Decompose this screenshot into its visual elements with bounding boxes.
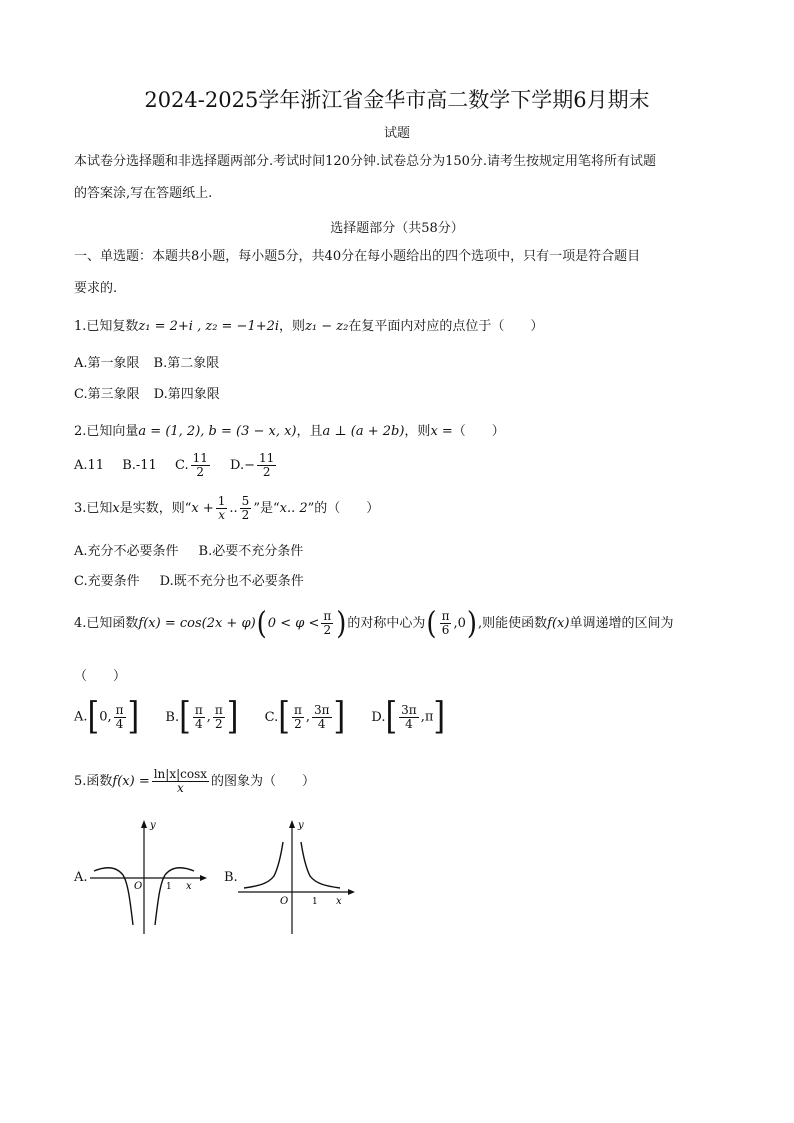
q4-option-d-label: D. (371, 709, 386, 725)
q4-option-d-bracket-close: ] (433, 694, 446, 739)
q5-graph-a (88, 820, 208, 938)
q3-text-c: ”是“ (253, 501, 280, 516)
q4-text-d: 单调递增的区间为 (569, 616, 674, 631)
graph-a-curve-right (155, 868, 194, 925)
q4-paren-open: ( (256, 605, 267, 642)
q2-math-b: a ⊥ (a + 2b) (322, 424, 405, 439)
question-2-stem (74, 420, 505, 439)
q4-option-c-bracket-close: ] (333, 694, 346, 739)
graph-b-curve-left (244, 842, 283, 888)
q2-option-a: A.11 (74, 458, 105, 473)
graph-a-y-label: y (150, 820, 156, 831)
q4-math-a: f(x) = cos(2x + φ) (138, 616, 256, 631)
q1-options-row-2 (74, 383, 248, 402)
q1-options-row-1 (74, 352, 247, 371)
q4-paren-close: ) (336, 605, 347, 642)
q4-option-b-fraction-2: $\frac{\pi}{2}$ (214, 702, 223, 731)
q4-condition-fraction: $\frac{\pi}{2}$ (323, 609, 332, 637)
q5-math: f(x) = (112, 774, 150, 789)
q4-option-c-bracket-open: [ (278, 694, 290, 739)
q2-options (74, 452, 278, 479)
q1-option-d: D.第四象限 (153, 387, 220, 402)
q5-text-a: 5.函数 (74, 774, 113, 789)
graph-b-y-label: y (298, 820, 304, 831)
q2-text-a: 2.已知向量 (74, 424, 139, 439)
q4-option-b-fraction-1: $\frac{\pi}{4}$ (194, 702, 203, 731)
q4-option-a-left: 0, (99, 709, 112, 725)
q3-fraction-1: $\frac{1}{x}$ (217, 494, 226, 522)
q3-geq: .. (229, 501, 238, 516)
graph-a-curve-left (94, 868, 133, 925)
intro-line-1: 本试卷分选择题和非选择题两部分.考试时间120分钟.试卷总分为150分.请考生按规定用笔将所有试题 (74, 154, 657, 169)
q3-math-b: x.. 2 (279, 501, 308, 516)
graph-a-x-label: x (186, 881, 192, 892)
q4-text-a: 4.已知函数 (74, 616, 139, 631)
q4-blank: （ ） (74, 669, 127, 684)
q2-option-c: C. (174, 458, 189, 473)
q3-options-row-2 (74, 570, 332, 589)
graph-a-x-arrow (200, 875, 207, 881)
q3-option-a: A.充分不必要条件 (74, 544, 179, 559)
q2-option-d-fraction: $\frac{11}{2}$ (259, 451, 275, 479)
q4-condition: 0 < φ < (267, 616, 320, 631)
graph-a-y-arrow (141, 820, 147, 828)
graph-b-x-label: x (336, 896, 342, 907)
q2-text-b: ，且 (296, 424, 323, 439)
q1-math-b: z₁ − z₂ (305, 319, 349, 334)
q2-text-d: （ ） (452, 424, 505, 439)
q4-option-b-bracket-open: [ (179, 694, 191, 739)
q2-option-c-fraction: $\frac{11}{2}$ (192, 451, 208, 479)
question-5-stem (74, 768, 315, 795)
question-1-stem (74, 315, 543, 334)
q3-options-row-1 (74, 540, 331, 559)
q3-fraction-2: $\frac{5}{2}$ (241, 494, 250, 522)
question-3-stem (74, 495, 379, 522)
q4-center-fraction: $\frac{\pi}{6}$ (441, 609, 450, 637)
q4-option-c-fraction-2: $\frac{3\pi}{4}$ (313, 702, 330, 731)
q4-option-c-label: C. (264, 709, 279, 725)
q1-option-c: C.第三象限 (74, 387, 140, 402)
q4-text-c: ,则能使函数 (478, 616, 548, 631)
intro-line-2: 的答案涂,写在答题纸上. (74, 186, 213, 201)
graph-a-origin-label: O (134, 881, 143, 892)
q1-text-c: 在复平面内对应的点位于（ ） (348, 319, 544, 334)
q3-option-c: C.充要条件 (74, 574, 140, 589)
q2-math-c: x = (430, 424, 453, 439)
graph-b-curve-right (301, 842, 340, 888)
q4-option-d-right: ,π (420, 709, 434, 725)
q5-option-b-label: B. (224, 870, 238, 885)
graph-b-one-label: 1 (312, 897, 318, 907)
q4-option-c-fraction-1: $\frac{\pi}{2}$ (293, 702, 302, 731)
q3-var: x (112, 501, 120, 516)
q4-options: A.[0, $\frac{\pi}{4}$ ] B.[ $\frac{\pi}{4}$ , $\frac{\pi}{2}$ ] C.[ $\frac{\pi}{2}$ , $\frac{3\pi}{4}$ ] D.[ $\frac{3\pi}{4}$ ,π] (74, 694, 446, 739)
graph-b-y-arrow (289, 820, 295, 828)
q5-text-b: 的图象为（ ） (211, 774, 316, 789)
q1-option-b: B.第二象限 (153, 356, 220, 371)
graph-b-x-arrow (348, 889, 355, 895)
q2-math-a: a = (1, 2), b = (3 − x, x) (138, 424, 297, 439)
q1-math-a: z₁ = 2+i , z₂ = −1+2i (138, 319, 280, 334)
q4-center-zero: ,0 (453, 616, 466, 631)
section-instructions-1: 一、单选题：本题共8小题，每小题5分，共40分在每小题给出的四个选项中，只有一项是符合题目 (74, 249, 641, 264)
graph-b-origin-label: O (280, 896, 289, 907)
q4-option-a-fraction: $\frac{\pi}{4}$ (115, 702, 124, 731)
q4-math-b: f(x) (547, 616, 570, 631)
q3-text-b: 是实数，则“ (119, 501, 192, 516)
q2-option-d: D.− (230, 458, 255, 473)
q4-option-d-fraction: $\frac{3\pi}{4}$ (401, 702, 417, 731)
q3-option-b: B.必要不充分条件 (198, 544, 304, 559)
q4-option-d-bracket-open: [ (385, 694, 398, 739)
q4-option-b-bracket-close: ] (226, 694, 239, 739)
q1-text-a: 1.已知复数 (74, 319, 139, 334)
q4-option-a-bracket-open: [ (87, 694, 100, 739)
q3-option-d: D.既不充分也不必要条件 (159, 574, 304, 589)
q4-center-open: ( (426, 605, 437, 642)
q3-math-a: x + (191, 501, 214, 516)
q5-fraction: $\frac{\ln|x|\cos x}{x}$ (153, 767, 208, 795)
q1-option-a: A.第一象限 (74, 356, 140, 371)
q4-text-b: 的对称中心为 (347, 616, 426, 631)
section-instructions-2: 要求的. (74, 281, 118, 296)
q4-option-b-label: B. (165, 709, 180, 725)
page-title: 2024-2025学年浙江省金华市高二数学下学期6月期末 (144, 88, 650, 112)
question-4-stem (74, 605, 674, 642)
q3-text-d: ”的（ ） (307, 501, 380, 516)
q2-text-c: ，则 (404, 424, 431, 439)
q2-option-b: B.-11 (122, 458, 157, 473)
q4-option-a-bracket-close: ] (127, 694, 140, 739)
q5-graph-b (236, 820, 356, 938)
q4-option-a-label: A. (74, 709, 88, 725)
graph-a-one-label: 1 (166, 882, 172, 892)
page-subtitle: 试题 (383, 126, 410, 141)
q1-text-b: ，则 (279, 319, 306, 334)
q3-text-a: 3.已知 (74, 501, 113, 516)
q5-option-a-label: A. (74, 870, 88, 885)
q4-center-close: ) (466, 605, 478, 642)
section-heading: 选择题部分（共58分） (330, 221, 464, 236)
